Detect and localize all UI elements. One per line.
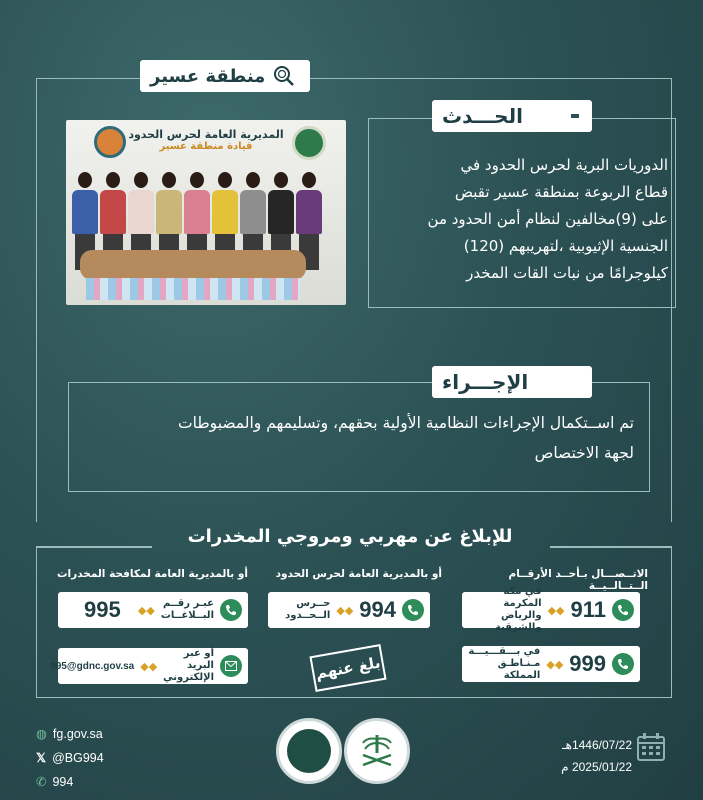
seizure-photo: [66, 120, 346, 305]
logo-right-icon: [292, 126, 326, 160]
emblem-inner-icon: [287, 729, 331, 773]
logo-left-icon: [94, 126, 126, 158]
palm-swords-icon: [357, 731, 397, 771]
calendar-icon: [636, 732, 666, 766]
x-icon: 𝕏: [36, 751, 47, 765]
hijri-date: 1446/07/22هـ: [562, 738, 632, 752]
magnifier-globe-icon: [273, 65, 295, 87]
twitter-link[interactable]: 𝕏 @BG994: [36, 746, 104, 770]
emblem-ministry: [276, 718, 342, 784]
event-title: الحـــدث: [442, 104, 523, 128]
col2-header: أو بالمديرية العامة لحرس الحدود: [275, 568, 442, 580]
region-pill: [140, 60, 310, 92]
call-994-card[interactable]: 994 ◆◆ حــرس الــحــدود: [268, 592, 430, 628]
arrow-icon: ◆◆: [547, 603, 565, 617]
emblem-saudi: [344, 718, 410, 784]
region-title: منطقة عسير: [150, 65, 266, 87]
call-999-card[interactable]: 999 ◆◆ في بـــقـــيـــة مـنـاطـق المملكة: [462, 646, 640, 682]
event-text: الدوريات البرية لحرس الحدود في قطاع الربوعة بمنطقة عسير تقبض على (9)مخالفين لنظام أمن الحدود من الجنسية الإثيوبية ،لتهريبهم (120) كيلوجرامًا من نبات القات المخدر: [427, 156, 668, 282]
footer-links: [36, 722, 104, 794]
gregorian-date: 2025/01/22 م: [561, 760, 632, 774]
bags-pile: [80, 250, 306, 280]
action-text: تم اســتكمال الإجراءات النظامية الأولية بحقهم، وتسليمهم والمضبوطات لجهة الاختصاص: [178, 414, 634, 462]
date-block: [508, 734, 632, 778]
phone-icon: [612, 599, 634, 621]
report-top-left: [36, 546, 152, 548]
call-911-card[interactable]: 911 ◆◆ في مكة المكرمة والرياض والشرقية: [462, 592, 640, 628]
photo-banner: المديرية العامة لحرس الحدود قيادة منطقة عسير: [128, 128, 284, 152]
arrow-icon: ◆◆: [336, 603, 354, 617]
col3-header: أو بالمديرية العامة لمكافحة المخدرات: [57, 568, 248, 580]
globe-icon: ◍: [36, 727, 47, 741]
report-top-right: [550, 546, 672, 548]
arrow-icon: ◆◆: [546, 657, 564, 671]
report-title: للإبلاغ عن مهربي ومروجي المخدرات: [187, 526, 513, 547]
email-card[interactable]: أو عبر البريد الإلكتروني ◆◆ 995@gdnc.gov.sa: [58, 648, 248, 684]
phone-link[interactable]: ✆ 994: [36, 770, 104, 794]
siren-icon: [560, 368, 584, 396]
packets-pile: [86, 278, 300, 300]
website-link[interactable]: ◍ fg.gov.sa: [36, 722, 104, 746]
phone-icon: [402, 599, 424, 621]
action-title: الإجـــراء: [442, 370, 529, 394]
walkie-talkie-icon: [566, 104, 584, 134]
phone-icon: [612, 653, 634, 675]
email-icon: [220, 655, 242, 677]
arrow-icon: ◆◆: [140, 659, 158, 673]
phone-icon: [220, 599, 242, 621]
arrow-icon: ◆◆: [137, 603, 155, 617]
call-995-card[interactable]: عبـر رقــم البــلاغــات ◆◆ 995: [58, 592, 248, 628]
col1-header: الاتــصـــال بـأحــد الأرقــام الــتــالــيــة: [508, 568, 648, 592]
report-stamp: بلغ عنهم: [309, 644, 386, 692]
phone-icon: ✆: [36, 775, 47, 789]
